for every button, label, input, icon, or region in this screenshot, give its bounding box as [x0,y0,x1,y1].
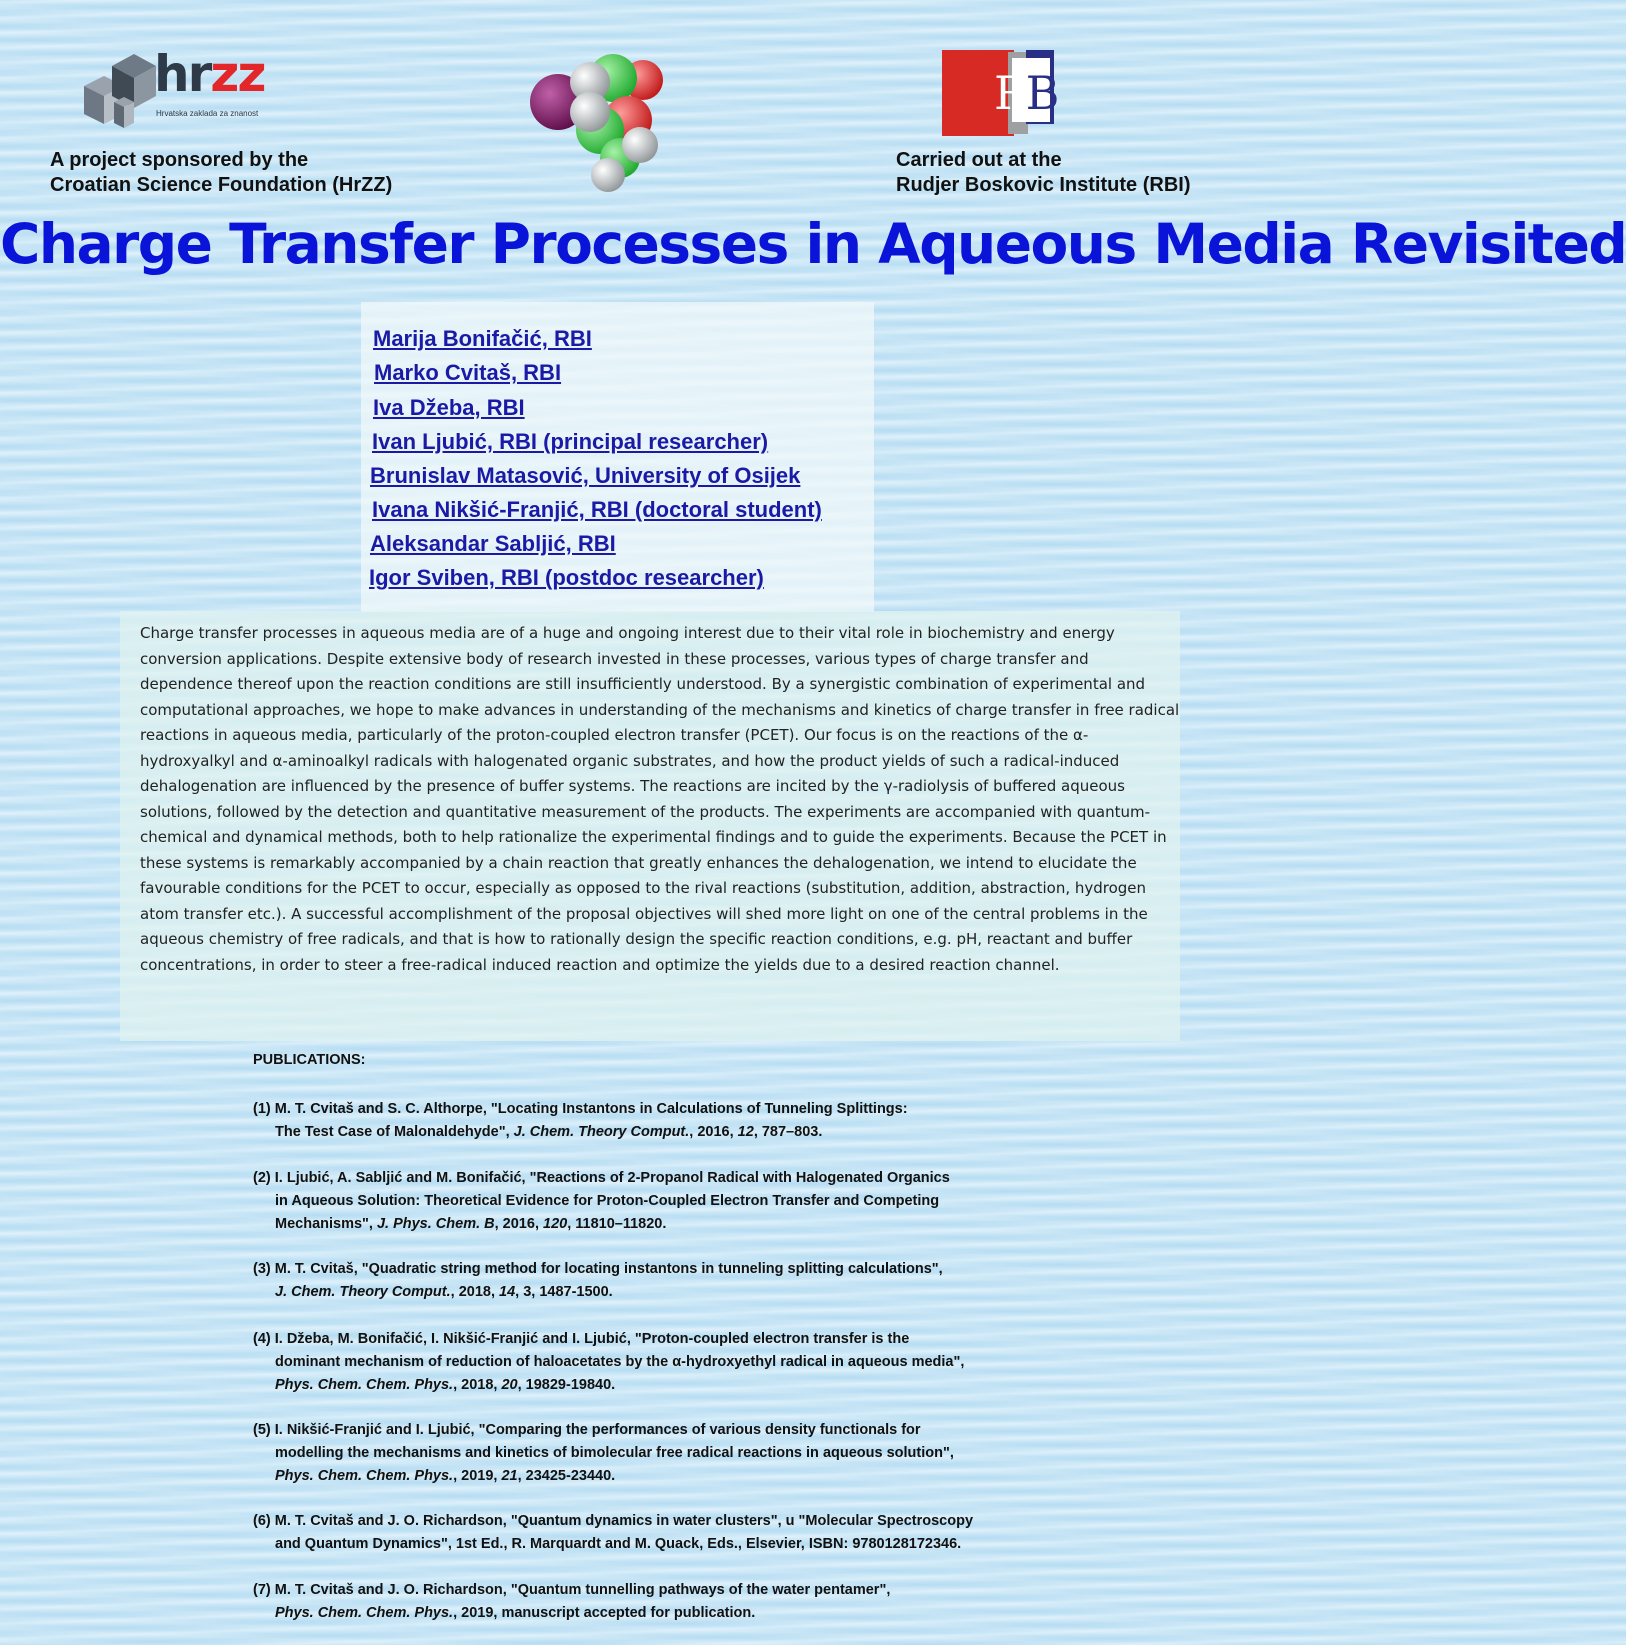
sponsor-line-2: Croatian Science Foundation (HrZZ) [50,174,393,196]
author-link-dzeba[interactable]: Iva Džeba, RBI [373,395,525,420]
author-link-bonifacic[interactable]: Marija Bonifačić, RBI [373,326,592,351]
hrzz-logo-subtitle: Hrvatska zaklada za znanost [156,109,259,118]
institute-line-2: Rudjer Boskovic Institute (RBI) [896,174,1191,196]
publication-item: (2) I. Ljubić, A. Sabljić and M. Bonifačić, "Reactions of 2-Propanol Radical with Halogenated Organics in Aqueous Solution: Theoretical Evidence for Proton-Coupled Electron Transfer and Competing Mechanisms", J. Phys. Chem. B, 2016, 120, 11810–11820. [253,1170,950,1232]
author-link-ljubic[interactable]: Ivan Ljubić, RBI (principal researcher) [372,429,769,454]
molecule-model-image [528,50,688,200]
sponsor-line-1: A project sponsored by the [50,149,309,171]
rbi-logo [942,50,1062,140]
publication-item: (3) M. T. Cvitaš, "Quadratic string method for locating instantons in tunneling splitting calculations", J. Chem. Theory Comput., 2018, 14, 3, 1487-1500. [253,1261,943,1300]
publication-item: (5) I. Nikšić-Franjić and I. Ljubić, "Comparing the performances of various density functionals for modelling the mechanisms and kinetics of bimolecular free radical reactions in aqueous solution", Phys. Chem. Chem. Phys., 2019, 21, 23425-23440. [253,1422,954,1484]
abstract-panel [120,611,1180,1041]
abstract-text: Charge transfer processes in aqueous media are of a huge and ongoing interest due to their vital role in biochemistry and energy conversion applications. Despite extensive body of research invested in these processes, various types of charge transfer and dependence thereof upon the reaction conditions are still insufficiently understood. By a synergistic combination of experimental and computational approaches, we hope to make advances in understanding of the mechanisms and kinetics of charge transfer in free radical reactions in aqueous media, particularly of the proton-coupled electron transfer (PCET). Our focus is on the reactions of the α-hydroxyalkyl and α-aminoalkyl radicals with halogenated organic substrates, and how the product yields of such a radical-induced dehalogenation are influenced by the presence of buffer systems. The reactions are incited by the γ-radiolysis of buffered aqueous solutions, followed by the detection and quantitative measurement of the products. The experiments are accompanied with quantum-chemical and dynamical methods, both to help rationalize the experimental findings and to guide the experiments. Because the PCET in these systems is remarkably accompanied by a chain reaction that greatly enhances the dehalogenation, we intend to elucidate the favourable conditions for the PCET to occur, especially as opposed to the rival reactions (substitution, addition, abstraction, hydrogen atom transfer etc.). A successful accomplishment of the proposal objectives will shed more light on one of the central problems in the aqueous chemistry of free radicals, and that is how to rationally design the specific reaction conditions, e.g. pH, reactant and buffer concentrations, in order to steer a free-radical induced reaction and optimize the yields due to a desired reaction channel. [140,624,1180,974]
institute-line-1: Carried out at the [896,149,1062,171]
publications-heading: PUBLICATIONS: [253,1052,366,1068]
institute-text [896,148,1190,198]
author-link-cvitas[interactable]: Marko Cvitaš, RBI [374,360,562,385]
sponsor-text [50,148,392,198]
author-link-sviben[interactable]: Igor Sviben, RBI (postdoc researcher) [369,565,764,590]
publication-item: (7) M. T. Cvitaš and J. O. Richardson, "Quantum tunnelling pathways of the water pentamer", Phys. Chem. Chem. Phys., 2019, manuscript accepted for publication. [253,1582,891,1621]
publication-item: (4) I. Džeba, M. Bonifačić, I. Nikšić-Franjić and I. Ljubić, "Proton-coupled electron transfer is the dominant mechanism of reduction of haloacetates by the α-hydroxyethyl radical in aqueous media", Phys. Chem. Chem. Phys., 2018, 20, 19829-19840. [253,1331,965,1393]
page-title: Charge Transfer Processes in Aqueous Media Revisited [0,212,1626,276]
publication-item: (1) M. T. Cvitaš and S. C. Althorpe, "Locating Instantons in Calculations of Tunneling Splittings: The Test Case of Malonaldehyde", J. Chem. Theory Comput., 2016, 12, 787–803. [253,1101,908,1140]
author-link-matasovic[interactable]: Brunislav Matasović, University of Osijek [370,463,801,488]
author-link-sabljic[interactable]: Aleksandar Sabljić, RBI [370,531,616,556]
publication-item: (6) M. T. Cvitaš and J. O. Richardson, "Quantum dynamics in water clusters", u "Molecular Spectroscopy and Quantum Dynamics", 1st Ed., R. Marquardt and M. Quack, Eds., Elsevier, ISBN: 9780128172346. [253,1513,974,1552]
hrzz-logo-text: hrzz [154,45,265,103]
author-link-niksic-franjic[interactable]: Ivana Nikšić-Franjić, RBI (doctoral student) [372,497,822,522]
hrzz-logo [82,44,282,136]
authors-panel [361,302,874,612]
rbi-logo-text: RB [994,66,1057,120]
